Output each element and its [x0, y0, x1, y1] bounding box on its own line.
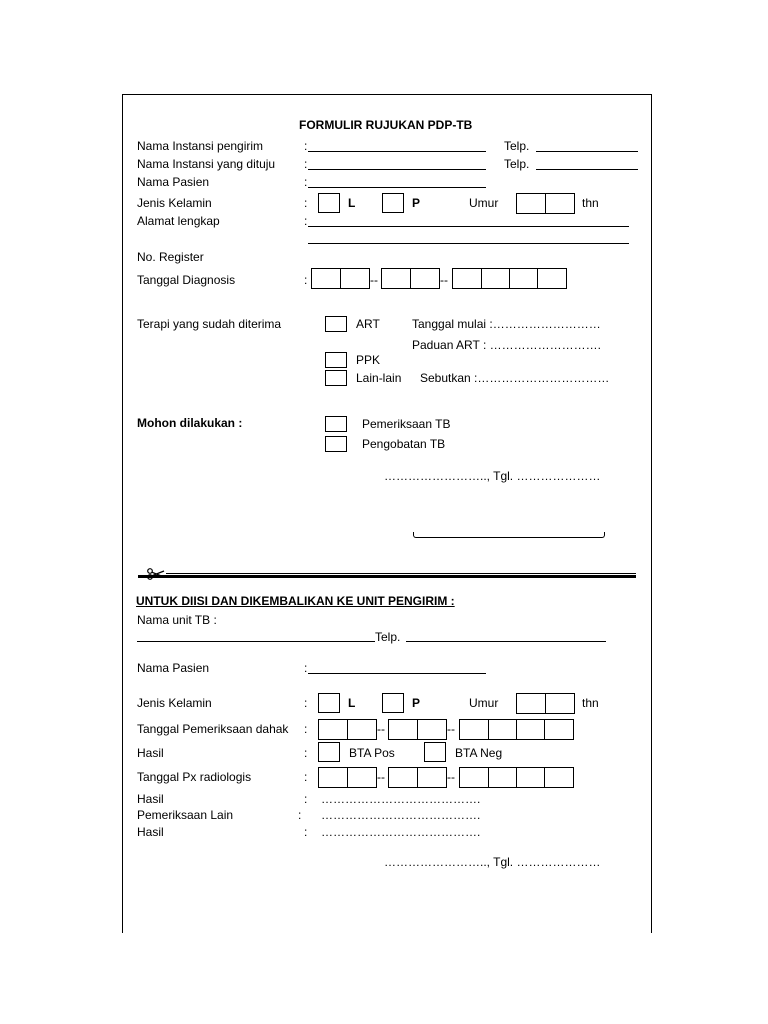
radiologis-month-field[interactable] [388, 767, 447, 788]
colon: : [304, 696, 308, 710]
label-umur: Umur [469, 196, 499, 210]
colon: : [298, 808, 302, 822]
nama-unit-tb-field[interactable] [137, 641, 375, 642]
label-hasil-radiologis: Hasil [137, 792, 164, 806]
colon: : [304, 792, 308, 806]
place-date-field-2[interactable]: …………………….., Tgl. ………………… [384, 855, 601, 869]
sex-l-checkbox-2[interactable] [318, 693, 340, 713]
label-thn-2: thn [582, 696, 599, 710]
colon: : [304, 175, 308, 189]
colon: : [304, 746, 308, 760]
bta-pos-label: BTA Pos [349, 746, 395, 760]
sex-p-checkbox-2[interactable] [382, 693, 404, 713]
date-separator: -- [377, 770, 385, 784]
ppk-label: PPK [356, 353, 381, 367]
dahak-day-field[interactable] [318, 719, 377, 740]
sex-p-label-2: P [412, 696, 421, 710]
dahak-month-field[interactable] [388, 719, 447, 740]
label-tgl-radiologis: Tanggal Px radiologis [137, 770, 252, 784]
dahak-year-field[interactable] [459, 719, 574, 740]
label-hasil-lain: Hasil [137, 825, 164, 839]
diagnosis-year-field[interactable] [452, 268, 567, 289]
hasil-lain-field[interactable]: …………………………………. [321, 825, 481, 839]
pemeriksaan-tb-checkbox[interactable] [325, 416, 347, 432]
label-umur-2: Umur [469, 696, 499, 710]
label-no-register: No. Register [137, 250, 204, 264]
colon: : [304, 661, 308, 675]
label-tanggal-diagnosis: Tanggal Diagnosis [137, 273, 236, 287]
cut-line-guide [166, 573, 636, 574]
place-date-field[interactable]: …………………….., Tgl. ………………… [384, 469, 601, 483]
label-jenis-kelamin-2: Jenis Kelamin [137, 696, 212, 710]
telp-dituju-field[interactable] [536, 169, 638, 170]
sex-p-checkbox[interactable] [382, 193, 404, 213]
colon: : [304, 273, 308, 287]
sebutkan-field[interactable]: Sebutkan :…………………………… [420, 371, 610, 385]
diagnosis-month-field[interactable] [381, 268, 440, 289]
ppk-checkbox[interactable] [325, 352, 347, 368]
bta-neg-checkbox[interactable] [424, 742, 446, 762]
sex-l-checkbox[interactable] [318, 193, 340, 213]
sex-l-label: L [348, 196, 356, 210]
radiologis-year-field[interactable] [459, 767, 574, 788]
label-pemeriksaan-lain: Pemeriksaan Lain [137, 808, 234, 822]
instansi-dituju-field[interactable] [308, 169, 486, 170]
instansi-pengirim-field[interactable] [308, 151, 486, 152]
umur-field-2[interactable] [516, 693, 575, 714]
alamat-field-line-1[interactable] [308, 226, 629, 227]
art-checkbox[interactable] [325, 316, 347, 332]
label-instansi-pengirim: Nama Instansi pengirim [137, 139, 264, 153]
colon: : [304, 770, 308, 784]
label-hasil-bta: Hasil [137, 746, 164, 760]
bta-pos-checkbox[interactable] [318, 742, 340, 762]
colon: : [304, 722, 308, 736]
scissors-icon [146, 567, 166, 581]
label-tgl-dahak: Tanggal Pemeriksaan dahak [137, 722, 289, 736]
pengobatan-tb-checkbox[interactable] [325, 436, 347, 452]
date-separator: -- [377, 722, 385, 736]
diagnosis-day-field[interactable] [311, 268, 370, 289]
paduan-art-field[interactable]: Paduan ART : ………………………. [412, 338, 601, 352]
label-instansi-dituju: Nama Instansi yang dituju [137, 157, 276, 171]
label-telp-pengirim: Telp. [504, 139, 530, 153]
label-nama-pasien-2: Nama Pasien [137, 661, 210, 675]
return-section-heading: UNTUK DIISI DAN DIKEMBALIKAN KE UNIT PENGIRIM : [136, 594, 455, 608]
colon: : [304, 825, 308, 839]
date-separator: -- [440, 273, 448, 287]
radiologis-day-field[interactable] [318, 767, 377, 788]
colon: : [304, 214, 308, 228]
nama-pasien-field[interactable] [308, 187, 486, 188]
telp-unit-field[interactable] [406, 641, 606, 642]
lain-lain-label: Lain-lain [356, 371, 402, 385]
sex-p-label: P [412, 196, 421, 210]
bta-neg-label: BTA Neg [455, 746, 503, 760]
telp-pengirim-field[interactable] [536, 151, 638, 152]
cut-line [138, 575, 636, 578]
date-separator: -- [447, 722, 455, 736]
art-label: ART [356, 317, 380, 331]
hasil-radiologis-field[interactable]: …………………………………. [321, 792, 481, 806]
lain-lain-checkbox[interactable] [325, 370, 347, 386]
tanggal-mulai-field[interactable]: Tanggal mulai :……………………… [412, 317, 601, 331]
colon: : [304, 196, 308, 210]
date-separator: -- [370, 273, 378, 287]
alamat-field-line-2[interactable] [308, 243, 629, 244]
form-title: FORMULIR RUJUKAN PDP-TB [299, 118, 473, 132]
label-jenis-kelamin: Jenis Kelamin [137, 196, 212, 210]
label-nama-unit-tb: Nama unit TB : [137, 613, 217, 627]
pemeriksaan-lain-field[interactable]: …………………………………. [321, 808, 481, 822]
sex-l-label-2: L [348, 696, 356, 710]
colon: : [304, 157, 308, 171]
umur-field[interactable] [516, 193, 575, 214]
nama-pasien-field-2[interactable] [308, 673, 486, 674]
label-nama-pasien: Nama Pasien [137, 175, 210, 189]
date-separator: -- [447, 770, 455, 784]
pemeriksaan-tb-label: Pemeriksaan TB [362, 417, 451, 431]
label-terapi: Terapi yang sudah diterima [137, 317, 282, 331]
pengobatan-tb-label: Pengobatan TB [362, 437, 446, 451]
label-mohon-dilakukan: Mohon dilakukan : [137, 416, 243, 430]
label-alamat: Alamat lengkap [137, 214, 220, 228]
label-thn: thn [582, 196, 599, 210]
colon: : [304, 139, 308, 153]
signature-line[interactable] [413, 532, 605, 538]
label-telp-dituju: Telp. [504, 157, 530, 171]
label-telp-unit: Telp. [375, 630, 401, 644]
